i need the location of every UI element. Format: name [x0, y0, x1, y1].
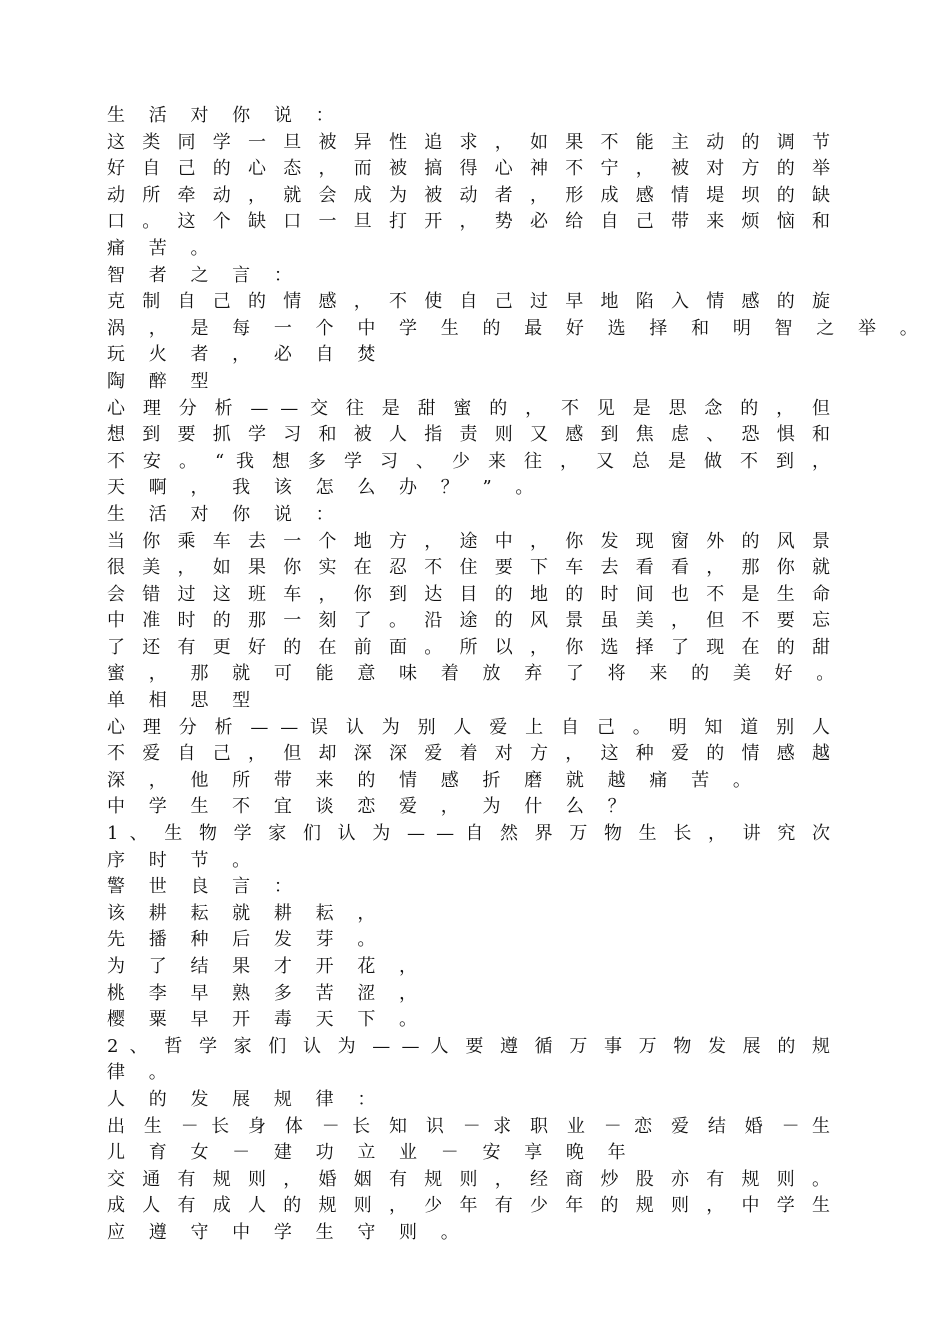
text-line: 当 你 乘 车 去 一 个 地 方 ， 途 中 ， 你 发 现 窗 外 的 风 景	[107, 530, 830, 552]
text-line: 陶 醉 型	[107, 370, 218, 392]
text-line: 心 理 分 析 — — 交 往 是 甜 蜜 的 ， 不 见 是 思 念 的 ， 但	[107, 397, 830, 419]
text-line: 不 安 。 “ 我 想 多 学 习 、 少 来 往 ， 又 总 是 做 不 到 ，	[107, 450, 830, 472]
text-line: 警 世 良 言 ：	[107, 876, 301, 898]
text-line: 这 类 同 学 一 旦 被 异 性 追 求 ， 如 果 不 能 主 动 的 调 节	[107, 131, 830, 153]
text-line: 智 者 之 言 ：	[107, 264, 301, 286]
text-line: 单 相 思 型	[107, 690, 260, 712]
text-line: 应 遵 守 中 学 生 守 则 。	[107, 1221, 468, 1243]
text-line: 克 制 自 己 的 情 感 ， 不 使 自 己 过 早 地 陷 入 情 感 的 旋	[107, 291, 830, 313]
text-line: 人 的 发 展 规 律 ：	[107, 1088, 385, 1110]
text-line: 交 通 有 规 则 ， 婚 姻 有 规 则 ， 经 商 炒 股 亦 有 规 则 。	[107, 1168, 830, 1190]
text-line: 1 、 生 物 学 家 们 认 为 — — 自 然 界 万 物 生 长 ， 讲 究 次	[107, 823, 830, 845]
text-line: 儿 育 女 － 建 功 立 业 － 安 享 晚 年	[107, 1142, 635, 1164]
text-line: 律 。	[107, 1062, 176, 1084]
text-line: 天 啊 ， 我 该 怎 么 办 ？ ” 。	[107, 477, 543, 499]
text-line: 心 理 分 析 — — 误 认 为 别 人 爱 上 自 己 。 明 知 道 别 人	[107, 716, 830, 738]
text-line: 会 错 过 这 班 车 ， 你 到 达 目 的 地 的 时 间 也 不 是 生 命	[107, 583, 830, 605]
text-line: 2 、 哲 学 家 们 认 为 — — 人 要 遵 循 万 事 万 物 发 展 的 规	[107, 1035, 830, 1057]
text-line: 不 爱 自 己 ， 但 却 深 深 爱 着 对 方 ， 这 种 爱 的 情 感 越	[107, 743, 830, 765]
text-line: 涡 ， 是 每 一 个 中 学 生 的 最 好 选 择 和 明 智 之 举 。	[107, 317, 927, 339]
text-line: 樱 粟 早 开 毒 天 下 。	[107, 1009, 427, 1031]
text-line: 好 自 己 的 心 态 ， 而 被 搞 得 心 神 不 宁 ， 被 对 方 的 举	[107, 158, 830, 180]
text-line: 动 所 牵 动 ， 就 会 成 为 被 动 者 ， 形 成 感 情 堤 坝 的 缺	[107, 184, 830, 206]
text-line: 痛 苦 。	[107, 237, 218, 259]
text-line: 蜜 ， 那 就 可 能 意 味 着 放 弃 了 将 来 的 美 好 。	[107, 663, 844, 685]
text-line: 了 还 有 更 好 的 在 前 面 。 所 以 ， 你 选 择 了 现 在 的 甜	[107, 636, 830, 658]
text-line: 成 人 有 成 人 的 规 则 ， 少 年 有 少 年 的 规 则 ， 中 学 生	[107, 1195, 830, 1217]
text-line: 出 生 － 长 身 体 － 长 知 识 － 求 职 业 － 恋 爱 结 婚 － 生	[107, 1115, 830, 1137]
text-line: 深 ， 他 所 带 来 的 情 感 折 磨 就 越 痛 苦 。	[107, 769, 760, 791]
text-line: 序 时 节 。	[107, 849, 260, 871]
text-line: 为 了 结 果 才 开 花 ，	[107, 956, 427, 977]
text-line: 口 。 这 个 缺 口 一 旦 打 开 ， 势 必 给 自 己 带 来 烦 恼 和	[107, 211, 830, 233]
text-line: 玩 火 者 ， 必 自 焚	[107, 344, 385, 366]
text-line: 中 准 时 的 那 一 刻 了 。 沿 途 的 风 景 虽 美 ， 但 不 要 忘	[107, 610, 830, 632]
document-body	[107, 103, 927, 1247]
text-line: 中 学 生 不 宜 谈 恋 爱 ， 为 什 么 ？	[107, 796, 635, 818]
text-line: 桃 李 早 熟 多 苦 涩 ，	[107, 982, 427, 1004]
text-line: 生 活 对 你 说 ：	[107, 503, 343, 525]
text-line: 该 耕 耘 就 耕 耘 ，	[107, 902, 385, 924]
text-line: 先 播 种 后 发 芽 。	[107, 929, 385, 951]
text-line: 很 美 ， 如 果 你 实 在 忍 不 住 要 下 车 去 看 看 ， 那 你 就	[107, 557, 830, 579]
text-line: 想 到 要 抓 学 习 和 被 人 指 责 则 又 感 到 焦 虑 、 恐 惧 和	[107, 424, 830, 446]
text-line: 生 活 对 你 说 ：	[107, 105, 343, 126]
